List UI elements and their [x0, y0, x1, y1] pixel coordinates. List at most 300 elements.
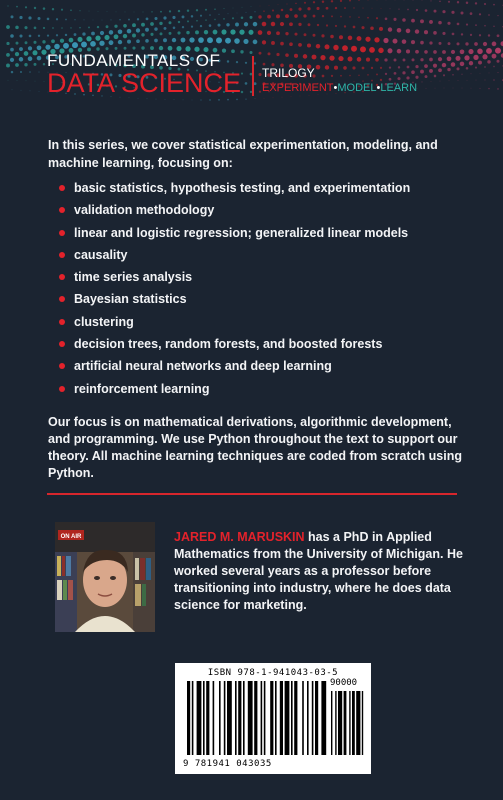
pattern-dot	[39, 91, 40, 92]
pattern-dot	[160, 11, 162, 13]
pattern-dot	[125, 12, 126, 13]
barcode-bar	[254, 681, 257, 755]
topic-list	[59, 179, 410, 402]
topic-item	[59, 380, 410, 402]
pattern-dot	[411, 58, 414, 61]
pattern-dot	[24, 63, 27, 66]
pattern-dot	[434, 75, 437, 78]
pattern-dot	[365, 37, 370, 42]
pattern-dot	[37, 45, 42, 50]
pattern-dot	[398, 8, 399, 9]
pattern-dot	[411, 70, 415, 74]
barcode-addon-bar	[335, 691, 336, 755]
pattern-dot	[331, 75, 333, 77]
pattern-dot	[343, 66, 347, 70]
pattern-dot	[200, 25, 202, 27]
pattern-dot	[486, 48, 492, 54]
pattern-dot	[118, 29, 123, 34]
topic-label: basic statistics, hypothesis testing, and experimentation	[74, 181, 411, 195]
pattern-dot	[316, 65, 321, 70]
pattern-dot	[214, 8, 216, 10]
pattern-dot	[19, 16, 22, 19]
barcode-addon-bar	[362, 691, 363, 755]
pattern-dot	[114, 25, 117, 28]
pattern-dot	[241, 72, 243, 74]
topic-label: Bayesian statistics	[74, 292, 187, 307]
pattern-dot	[407, 9, 409, 11]
pattern-dot	[196, 20, 198, 22]
pattern-dot	[154, 27, 157, 30]
pattern-dot	[245, 82, 248, 85]
pattern-dot	[447, 56, 452, 61]
pattern-dot	[309, 95, 310, 96]
pattern-dot	[493, 66, 495, 68]
pattern-dot	[61, 27, 63, 29]
pattern-dot	[253, 22, 258, 27]
pattern-dot	[237, 13, 238, 14]
series-subtitle	[262, 82, 417, 94]
pattern-dot	[97, 26, 99, 28]
pattern-dot	[271, 22, 275, 26]
barcode-addon-bar	[331, 691, 332, 755]
pattern-dot	[402, 71, 405, 74]
pattern-dot	[123, 24, 127, 28]
pattern-dot	[430, 0, 431, 1]
pattern-dot	[43, 27, 45, 29]
pattern-dot	[45, 45, 50, 50]
pattern-dot	[124, 47, 127, 50]
pattern-dot	[38, 17, 41, 20]
pattern-dot	[19, 57, 23, 61]
topic-item	[59, 268, 410, 290]
pattern-dot	[263, 10, 265, 12]
bullet-icon	[59, 185, 65, 191]
pattern-dot	[60, 39, 64, 43]
pattern-dot	[451, 11, 454, 14]
pattern-dot	[123, 34, 127, 38]
topic-item	[59, 224, 410, 246]
pattern-dot	[484, 3, 486, 5]
pattern-dot	[452, 33, 455, 36]
pattern-dot	[38, 71, 39, 72]
barcode-bar	[275, 681, 277, 755]
pattern-dot	[286, 3, 287, 4]
topic-item	[59, 179, 410, 201]
pattern-dot	[245, 98, 246, 99]
pattern-dot	[227, 99, 229, 101]
pattern-dot	[91, 32, 95, 36]
subtitle-model: MODEL	[337, 82, 377, 94]
barcode-bar	[312, 681, 314, 755]
pattern-dot	[420, 70, 424, 74]
pattern-dot	[413, 0, 414, 1]
topic-item	[59, 246, 410, 268]
pattern-dot	[72, 42, 78, 48]
pattern-dot	[398, 66, 400, 68]
pattern-dot	[465, 42, 468, 45]
pattern-dot	[285, 14, 289, 18]
pattern-dot	[10, 48, 14, 52]
pattern-dot	[11, 71, 13, 73]
pattern-dot	[278, 4, 279, 5]
pattern-dot	[298, 43, 302, 47]
pattern-dot	[331, 0, 333, 2]
pattern-dot	[79, 27, 81, 29]
cover-header	[0, 0, 503, 120]
pattern-dot	[236, 99, 238, 101]
pattern-dot	[187, 9, 189, 11]
pattern-dot	[234, 38, 240, 44]
barcode-bar	[307, 681, 309, 755]
pattern-dot	[493, 25, 495, 27]
pattern-dot	[28, 16, 31, 19]
pattern-dot	[342, 45, 348, 51]
barcode-bar	[224, 681, 226, 755]
pattern-dot	[189, 37, 194, 42]
pattern-dot	[326, 7, 329, 10]
pattern-dot	[182, 26, 184, 28]
title-line-1: FUNDAMENTALS OF	[47, 51, 221, 70]
pattern-dot	[233, 8, 234, 9]
subtitle-separator-2: •	[376, 82, 381, 94]
pattern-dot	[466, 2, 468, 4]
pattern-dot	[169, 10, 171, 12]
pattern-dot	[340, 16, 342, 18]
pattern-dot	[41, 50, 46, 55]
pattern-dot	[442, 32, 445, 35]
pattern-dot	[291, 96, 292, 97]
barcode-bar	[285, 681, 290, 755]
pattern-dot	[34, 27, 37, 30]
pattern-dot	[348, 36, 353, 41]
topic-label: reinforcement learning	[74, 381, 210, 396]
pattern-dot	[376, 17, 378, 19]
pattern-dot	[438, 57, 442, 61]
pattern-dot	[172, 16, 175, 19]
pattern-dot	[321, 34, 324, 37]
pattern-dot	[349, 16, 351, 18]
pattern-dot	[471, 88, 472, 89]
pattern-dot	[10, 58, 14, 62]
barcode-bar	[227, 681, 232, 755]
pattern-dot	[253, 40, 258, 45]
pattern-dot	[156, 99, 157, 100]
isbn-label: ISBN 978-1-941043-03-5	[207, 668, 339, 678]
barcode-bar	[280, 681, 283, 755]
pattern-dot	[172, 38, 176, 42]
pattern-dot	[420, 58, 423, 61]
barcode-bar	[321, 681, 326, 755]
pattern-dot	[369, 47, 375, 53]
pattern-dot	[393, 18, 396, 21]
pattern-dot	[289, 42, 293, 46]
pattern-dot	[258, 15, 261, 18]
pattern-dot	[86, 36, 91, 41]
pattern-dot	[132, 47, 135, 50]
pattern-dot	[338, 56, 343, 61]
topic-label: linear and logistic regression; generalized linear models	[74, 225, 409, 240]
pattern-dot	[255, 98, 256, 99]
pattern-dot	[360, 46, 366, 52]
author-bio	[174, 529, 474, 614]
pattern-dot	[290, 8, 293, 11]
pattern-dot	[16, 42, 19, 45]
bullet-icon	[59, 319, 65, 325]
pattern-dot	[160, 32, 163, 35]
topic-label: time series analysis	[74, 270, 193, 285]
bullet-icon	[59, 341, 65, 347]
pattern-dot	[316, 44, 321, 49]
pattern-dot	[34, 63, 37, 66]
pattern-dot	[406, 76, 409, 79]
pattern-dot	[488, 88, 489, 89]
pattern-dot	[285, 53, 289, 57]
pattern-dot	[141, 23, 145, 27]
pattern-dot	[264, 98, 265, 99]
pattern-dot	[464, 55, 469, 60]
pattern-dot	[181, 38, 186, 43]
pattern-dot	[10, 15, 13, 18]
pattern-dot	[451, 50, 455, 54]
pattern-dot	[174, 99, 175, 100]
pattern-dot	[429, 58, 433, 62]
pattern-dot	[326, 24, 328, 26]
pattern-dot	[415, 65, 418, 68]
barcode-bar	[187, 681, 190, 755]
pattern-dot	[74, 33, 77, 36]
pattern-dot	[154, 17, 157, 20]
barcode-addon-bar	[349, 691, 350, 755]
pattern-dot	[438, 21, 442, 25]
pattern-dot	[280, 22, 284, 26]
pattern-dot	[349, 75, 351, 77]
intro-paragraph: In this series, we cover statistical experimentation, modeling, and machine learning, focusing on:	[48, 138, 438, 170]
pattern-dot	[448, 42, 451, 45]
pattern-dot	[488, 34, 490, 36]
pattern-dot	[388, 27, 392, 31]
pattern-dot	[381, 8, 382, 9]
pattern-dot	[333, 45, 338, 50]
pattern-dot	[294, 54, 298, 58]
pattern-dot	[362, 67, 365, 70]
pattern-dot	[109, 40, 114, 45]
pattern-dot	[267, 15, 271, 19]
pattern-dot	[136, 39, 140, 43]
pattern-dot	[449, 80, 450, 81]
pattern-dot	[273, 97, 274, 98]
pattern-dot	[493, 79, 495, 81]
pattern-dot	[322, 15, 324, 17]
pattern-dot	[335, 7, 337, 9]
pattern-dot	[268, 52, 271, 55]
pattern-dot	[351, 46, 357, 52]
pattern-dot	[43, 7, 45, 9]
pattern-dot	[32, 50, 37, 55]
section-divider	[47, 493, 457, 495]
subtitle-experiment: EXPERIMENT	[262, 82, 334, 94]
pattern-dot	[406, 29, 411, 34]
pattern-dot	[267, 31, 271, 35]
pattern-dot	[65, 19, 67, 21]
pattern-dot	[376, 73, 378, 75]
barcode-bar	[219, 681, 221, 755]
pattern-dot	[316, 7, 319, 10]
pattern-dot	[492, 42, 497, 47]
pattern-dot	[132, 23, 136, 27]
pattern-dot	[163, 38, 167, 42]
author-bio-text: has a PhD in Applied Mathematics from the University of Michigan. He worked several years as a professor before transitioning into industry, where he does data science for marketing.	[174, 530, 463, 612]
pattern-dot	[200, 99, 201, 100]
barcode-bar	[315, 681, 318, 755]
pattern-dot	[374, 37, 379, 42]
pattern-dot	[307, 7, 310, 10]
pattern-dot	[298, 23, 301, 26]
pattern-dot	[24, 26, 27, 29]
topic-label: clustering	[74, 314, 134, 329]
pattern-dot	[340, 75, 342, 77]
pattern-dot	[433, 64, 437, 68]
topic-label: artificial neural networks and deep learning	[74, 359, 332, 374]
pattern-dot	[372, 8, 373, 9]
pattern-dot	[221, 29, 226, 34]
pattern-dot	[262, 22, 267, 27]
pattern-dot	[344, 7, 346, 9]
topic-item	[59, 313, 410, 335]
pattern-dot	[317, 24, 319, 26]
pattern-dot	[228, 13, 229, 14]
pattern-dot	[105, 47, 108, 50]
pattern-dot	[389, 78, 392, 81]
pattern-dot	[93, 20, 94, 21]
pattern-dot	[164, 27, 167, 30]
pattern-dot	[358, 16, 360, 18]
pattern-dot	[403, 59, 406, 62]
pattern-dot	[334, 66, 338, 70]
pattern-dot	[371, 67, 373, 69]
pattern-dot	[241, 91, 243, 93]
pattern-dot	[478, 61, 482, 65]
pattern-dot	[295, 3, 297, 5]
pattern-dot	[51, 39, 55, 43]
pattern-dot	[425, 9, 428, 12]
pattern-dot	[466, 67, 469, 70]
pattern-dot	[298, 8, 301, 11]
topic-item	[59, 357, 410, 379]
bullet-icon	[59, 363, 65, 369]
barcode-digits: 9 781941 043035	[183, 759, 272, 769]
pattern-dot	[416, 9, 418, 11]
pattern-dot	[420, 19, 424, 23]
pattern-dot	[477, 49, 483, 55]
pattern-dot	[116, 11, 117, 12]
pattern-dot	[6, 53, 10, 57]
pattern-dot	[303, 14, 306, 17]
pattern-dot	[476, 80, 477, 81]
pattern-dot	[88, 26, 90, 28]
pattern-dot	[35, 81, 36, 82]
pattern-dot	[25, 6, 27, 8]
pattern-dot	[19, 47, 23, 51]
pattern-dot	[65, 34, 67, 36]
pattern-dot	[353, 26, 356, 29]
pattern-dot	[484, 25, 486, 27]
pattern-dot	[6, 42, 9, 45]
pattern-dot	[276, 31, 280, 35]
pattern-dot	[384, 58, 387, 61]
pattern-dot	[99, 41, 104, 46]
pattern-dot	[483, 42, 487, 46]
pattern-dot	[143, 11, 144, 12]
pattern-dot	[186, 31, 189, 34]
trilogy-label: TRILOGY	[262, 66, 315, 80]
pattern-dot	[308, 23, 311, 26]
pattern-dot	[378, 48, 383, 53]
pattern-dot	[470, 34, 472, 36]
pattern-dot	[248, 30, 253, 35]
pattern-dot	[269, 5, 270, 6]
pattern-dot	[431, 81, 432, 82]
pattern-dot	[29, 71, 31, 73]
pattern-dot	[368, 0, 369, 1]
pattern-dot	[192, 100, 193, 101]
pattern-dot	[497, 72, 498, 73]
pattern-dot	[209, 99, 211, 101]
pattern-dot	[134, 12, 135, 13]
pattern-dot	[141, 46, 144, 49]
pattern-dot	[119, 19, 120, 20]
pattern-dot	[7, 5, 8, 6]
pattern-dot	[442, 50, 446, 54]
pattern-dot	[191, 15, 193, 17]
pattern-dot	[225, 38, 231, 44]
pattern-dot	[394, 72, 397, 75]
bullet-icon	[59, 230, 65, 236]
pattern-dot	[136, 28, 140, 32]
pattern-dot	[141, 33, 144, 36]
pattern-dot	[44, 81, 45, 82]
pattern-dot	[461, 33, 463, 35]
pattern-dot	[340, 0, 342, 2]
pattern-dot	[452, 74, 454, 76]
pattern-dot	[218, 99, 220, 101]
pattern-dot	[107, 11, 108, 12]
pattern-dot	[488, 14, 490, 16]
pattern-dot	[150, 22, 154, 26]
pattern-dot	[282, 97, 283, 98]
pattern-dot	[145, 39, 149, 43]
pattern-dot	[442, 10, 445, 13]
pattern-dot	[254, 62, 256, 64]
pattern-dot	[15, 63, 19, 67]
pattern-dot	[47, 18, 50, 21]
pattern-dot	[497, 34, 500, 37]
pattern-dot	[366, 58, 370, 62]
pattern-dot	[397, 28, 402, 33]
pattern-dot	[402, 39, 407, 44]
pattern-dot	[159, 22, 162, 25]
pattern-dot	[448, 1, 450, 3]
pattern-dot	[242, 7, 243, 8]
pattern-dot	[127, 40, 131, 44]
pattern-dot	[367, 74, 369, 76]
barcode-bar	[294, 681, 297, 755]
pattern-dot	[6, 25, 10, 29]
pattern-dot	[497, 15, 498, 16]
pattern-dot	[348, 57, 353, 62]
pattern-dot	[205, 9, 207, 11]
pattern-dot	[15, 52, 19, 56]
pattern-dot	[407, 66, 410, 69]
